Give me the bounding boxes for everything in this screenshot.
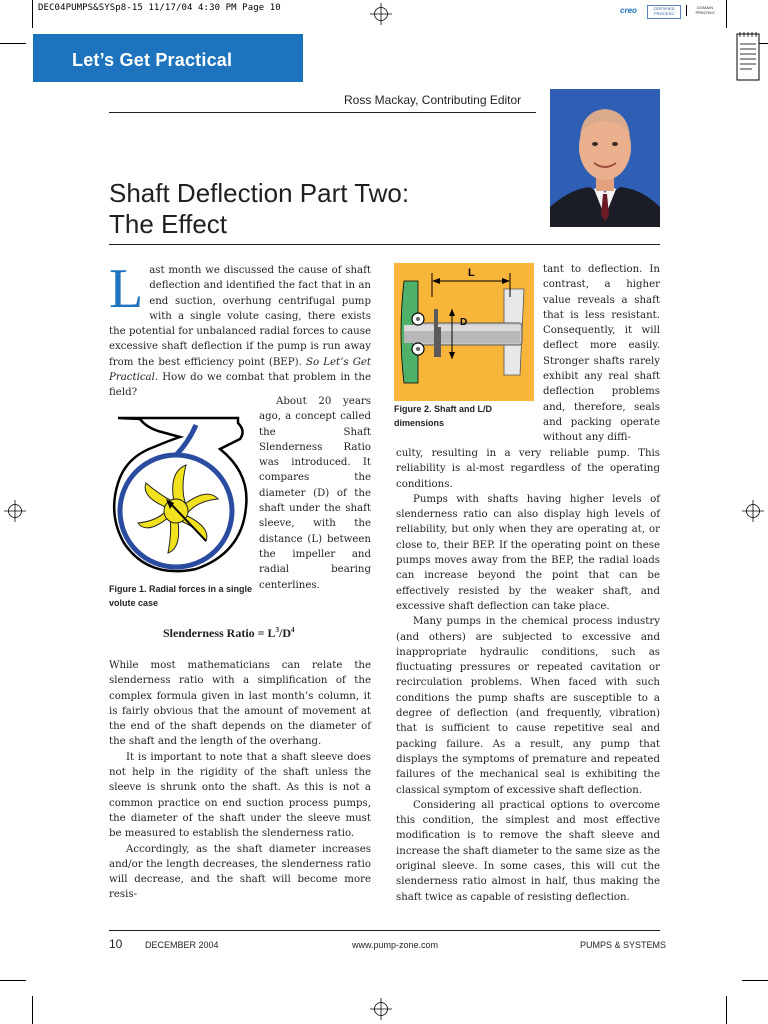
drop-cap: L — [109, 258, 144, 320]
crop-mark — [0, 980, 26, 981]
figure-2-caption: Figure 2. Shaft and L/D dimensions — [394, 404, 493, 428]
creo-logo: creo — [620, 6, 637, 15]
figure-2-shaft-diagram — [394, 263, 534, 401]
slenderness-formula: Slenderness Ratio = $L^3/D^4$ — [163, 626, 295, 640]
registration-mark-icon — [370, 998, 392, 1020]
figure-1-caption: Figure 1. Radial forces in a single volute case — [109, 584, 253, 608]
byline-rule — [109, 112, 536, 113]
section-banner-title: Let’s Get Practical — [72, 50, 233, 70]
certified-process-logo: CERTIFIED PROCESS — [647, 5, 681, 19]
registration-mark-icon — [4, 500, 26, 522]
registration-mark-icon — [370, 3, 392, 25]
printer-logo: DOMAIN PRINTING — [695, 5, 715, 15]
logo-divider — [686, 5, 687, 16]
crop-mark — [742, 980, 768, 981]
prepress-slug: DEC04PUMPS&SYSp8-15 11/17/04 4:30 PM Page 10 — [38, 3, 281, 13]
byline: Ross Mackay, Contributing Editor — [344, 93, 522, 107]
issue-date: DECEMBER 2004 — [145, 940, 219, 950]
author-photo — [550, 89, 660, 227]
figure-1-volute-case — [108, 413, 252, 578]
crop-mark — [32, 996, 33, 1024]
magazine-name: PUMPS & SYSTEMS — [580, 940, 667, 950]
notepad-icon — [734, 28, 762, 84]
crop-mark — [726, 0, 727, 28]
crop-mark — [0, 43, 26, 44]
fig2-label-L: L — [468, 267, 475, 279]
left-column-body: While most mathematicians can relate the slenderness ratio with a simplification of the complex formula given in last month’s column, it is fairly obvious that the amount of movement at the end of the shaft depends on the diameter of the shaft and the length of the overhang. It is important to note that a shaft sleeve does not help in the rigidity of the shaft unless the sleeve is shrunk onto the shaft. As this is not a common practice on end suction process pumps, the diameter of the shaft under the sleeve must be measured to establish the slenderness ratio. Accordingly, as the shaft diameter increases and/or the length decreases, the slenderness ratio will decrease, and the shaft will become more resis- — [109, 660, 371, 901]
page-number: 10 — [109, 937, 123, 951]
crop-mark — [32, 0, 33, 28]
website-url: www.pump-zone.com — [352, 940, 439, 950]
registration-mark-icon — [742, 500, 764, 522]
footer-rule — [109, 930, 660, 931]
paragraph-slenderness-intro: About 20 years ago, a concept called the Shaft Slenderness Ratio was introduced. It compares the diameter (D) of the shaft under the shaft sleeve, with the distance (L) between the impeller and radial bearing centerlines. — [259, 396, 371, 591]
fig2-label-D: D — [460, 317, 468, 328]
title-rule — [109, 244, 660, 245]
right-column-body: culty, resulting in a very reliable pump. This reliability is al-most regardless of the operating conditions. Pumps with shafts having higher levels of slenderness ratio can also display high levels of reliability, but only when they are operating at, or close to, their BEP. If the operating point on these pumps moves away from the BEP, the radial loads can increase beyond the point that can be effectively resisted by the weaker shaft, and excessive shaft deflection can take place. Many pumps in the chemical process industry (and others) are subjected to excessive and inappropriate hydraulic conditions, such as fluctuating pressures or repeated cavitation or recirculation problems. When faced with such conditions the pump shafts are susceptible to a degree of deflection (and frequently, vibration) that is sufficient to cause repetitive seal and packing failure. As a result, any pump that displays the symptoms of premature and repeated failures of the mechanical seal is exhibiting the classical symptom of excessive shaft deflection. Considering all practical options to overcome this condition, the simplest and most effective modification is to remove the shaft sleeve and increase the shaft diameter to the same size as the original sleeve. In some cases, this will cut the slenderness ratio almost in half, thus making the shaft twice as capable of resisting deflection. — [396, 448, 660, 903]
right-column-side-text: tant to deflection. In contrast, a higher value reveals a shaft that is less resistant. Consequently, it will deflect more easily. Stronger shafts rarely exhibit any real shaft deflection problems and, therefore, seals and packing operate without any diffi- — [543, 264, 660, 444]
crop-mark — [726, 996, 727, 1024]
intro-paragraph: Last month we discussed the cause of shaft deflection and identified the fact that in an end suction, overhung centrifugal pump with a single volute casing, there exists the potential for unbalanced radial forces to cause excessive shaft deflection if the pump is run away from the best efficiency point (BEP). So Let’s Get Practical. How do we combat that problem in the field? — [109, 258, 371, 399]
article-title: Shaft Deflection Part Two: The Effect — [109, 178, 410, 239]
